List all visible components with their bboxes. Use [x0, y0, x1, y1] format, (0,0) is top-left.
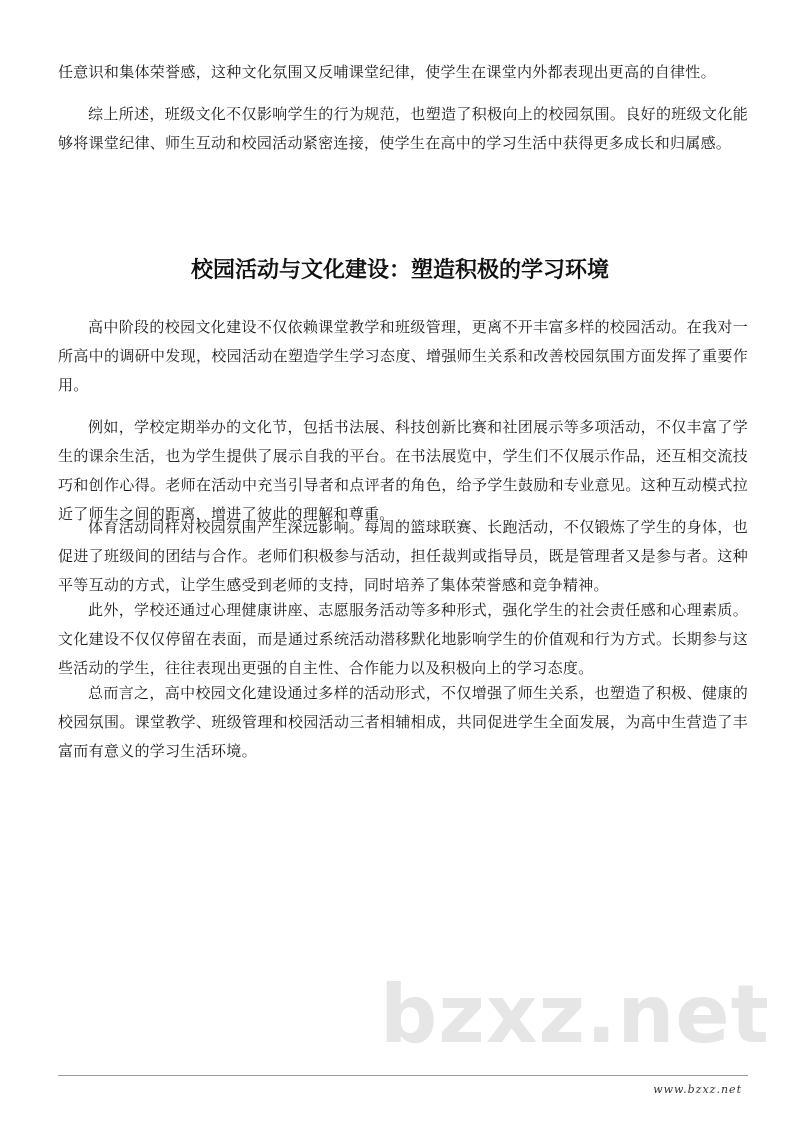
paragraph-conclusion: 总而言之，高中校园文化建设通过多样的活动形式，不仅增强了师生关系，也塑造了积极、健康的校园氛围。课堂教学、班级管理和校园活动三者相辅相成，共同促进学生全面发展，为高中生营造了丰富而有意义的学习生活环境。 — [58, 684, 748, 760]
paragraph-intro: 高中阶段的校园文化建设不仅依赖课堂教学和班级管理，更离不开丰富多样的校园活动。在我对一所高中的调研中发现，校园活动在塑造学生学习态度、增强师生关系和改善校园氛围方面发挥了重要作用。 — [58, 318, 748, 394]
section-title: 校园活动与文化建设：塑造积极的学习环境 — [190, 258, 609, 283]
paragraph-continuation: 任意识和集体荣誉感，这种文化氛围又反哺课堂纪律，使学生在课堂内外都表现出更高的自律性。 — [58, 63, 716, 81]
footer-url: www.bzxz.net — [653, 1083, 742, 1096]
watermark-logo: bzxz.net — [380, 968, 770, 1061]
paragraph-culture-festival: 例如，学校定期举办的文化节，包括书法展、科技创新比赛和社团展示等多项活动，不仅丰富了学生的课余生活，也为学生提供了展示自我的平台。在书法展览中，学生们不仅展示作品，还互相交流技巧和创作心得。老师在活动中充当引导者和点评者的角色，给予学生鼓励和专业意见。这种互动模式拉近了师生之间的距离，增进了彼此的理解和尊重。 — [58, 418, 748, 523]
paragraph-summary: 综上所述，班级文化不仅影响学生的行为规范，也塑造了积极向上的校园氛围。良好的班级文化能够将课堂纪律、师生互动和校园活动紧密连接，使学生在高中的学习生活中获得更多成长和归属感。 — [58, 105, 748, 152]
footer-divider — [58, 1075, 748, 1076]
paragraph-mental-health: 此外，学校还通过心理健康讲座、志愿服务活动等多种形式，强化学生的社会责任感和心理素质。文化建设不仅仅停留在表面，而是通过系统活动潜移默化地影响学生的价值观和行为方式。长期参与这些活动的学生，往往表现出更强的自主性、合作能力以及积极向上的学习态度。 — [58, 601, 748, 677]
paragraph-sports: 体育活动同样对校园氛围产生深远影响。每周的篮球联赛、长跑活动，不仅锻炼了学生的身体，也促进了班级间的团结与合作。老师们积极参与活动，担任裁判或指导员，既是管理者又是参与者。这种平等互动的方式，让学生感受到老师的支持，同时培养了集体荣誉感和竞争精神。 — [58, 518, 748, 594]
